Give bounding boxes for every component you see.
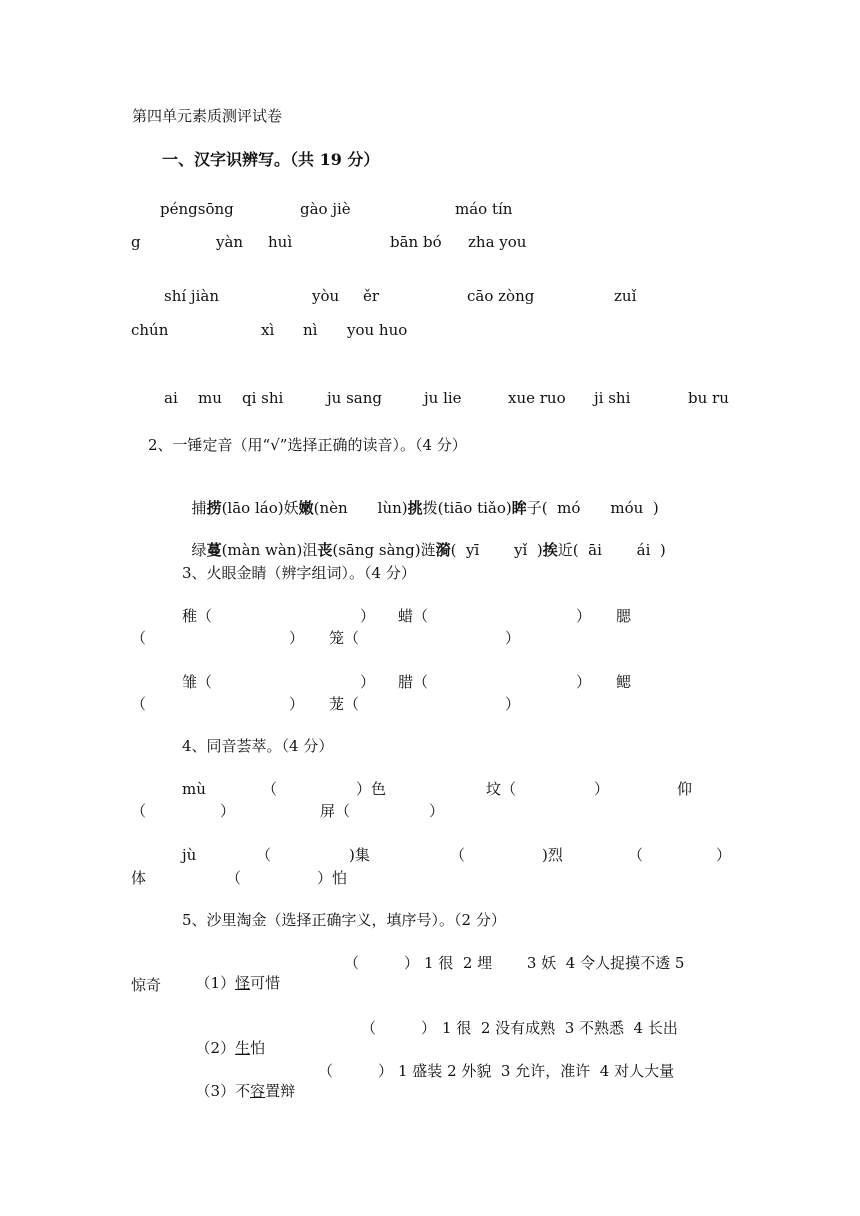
q5-item-3 <box>186 1061 295 1101</box>
pinyin-word: péngsōng <box>160 200 234 218</box>
q4-text: )烈 <box>542 846 563 864</box>
target-char: 嫩 <box>298 499 314 517</box>
q4-text: ）色 <box>356 780 387 798</box>
q3-text: 腮 <box>616 607 632 625</box>
q4-text: 体 <box>131 869 147 887</box>
q4-text: ） <box>429 802 445 820</box>
q4-text: )集 <box>349 846 370 864</box>
answer-blank[interactable]: （ ） <box>344 954 420 972</box>
q3-text: ） <box>576 673 592 691</box>
q4-text: 屏（ <box>320 802 351 820</box>
target-char: 蔓 <box>206 541 222 559</box>
meaning-options: 1 很 2 埋 3 妖 4 令人捉摸不透 5 <box>424 954 685 972</box>
item-number: （1） <box>195 974 236 992</box>
pinyin-word: xue ruo <box>508 389 566 407</box>
text-run: (màn wàn)沮 <box>221 541 318 559</box>
q4-text: ） <box>594 780 610 798</box>
question-2-line-2 <box>182 520 666 560</box>
text-run: (lāo láo)妖 <box>221 499 299 517</box>
q4-text: ） <box>716 846 732 864</box>
q4-text: ） <box>220 802 236 820</box>
pinyin-word: cāo zòng <box>467 287 535 305</box>
pinyin-word: ěr <box>363 287 380 305</box>
question-2-line-1 <box>182 478 659 518</box>
text-run: 近( āi ái ) <box>557 541 666 559</box>
pinyin-word: nì <box>303 321 318 339</box>
pinyin-word: mu <box>198 389 222 407</box>
pinyin-word: ju lie <box>424 389 462 407</box>
q3-text: 蜡（ <box>398 607 429 625</box>
pinyin-word: you huo <box>347 321 408 339</box>
underlined-char: 怪 <box>235 974 251 992</box>
text-run: ( yī yǐ ) <box>450 541 543 559</box>
pinyin-word: xì <box>261 321 275 339</box>
q3-text: ） <box>360 673 376 691</box>
meaning-options-wrap: 惊奇 <box>131 976 162 994</box>
pinyin-word: yòu <box>312 287 340 305</box>
pinyin-word: huì <box>268 233 293 251</box>
answer-blank[interactable]: （ ） <box>361 1019 437 1037</box>
q3-text: 笼（ <box>329 629 360 647</box>
q3-text: 鳃 <box>616 673 632 691</box>
q3-text: 稚（ <box>182 607 213 625</box>
question-5-title: 5、沙里淘金（选择正确字义，填序号）。（2 分） <box>182 911 506 929</box>
doc-title: 第四单元素质测评试卷 <box>132 107 283 125</box>
pinyin-word: ji shi <box>594 389 631 407</box>
q3-text: （ <box>131 629 147 647</box>
pinyin-word: chún <box>131 321 169 339</box>
item-word: 怕 <box>250 1039 266 1057</box>
q3-text: 雏（ <box>182 673 213 691</box>
answer-blank[interactable]: （ ） <box>318 1062 394 1080</box>
target-char: 挑 <box>407 499 423 517</box>
pinyin-word: zuǐ <box>614 287 637 305</box>
text-run: (nèn lùn) <box>313 499 408 517</box>
question-2-title: 2、一锤定音（用“√”选择正确的读音）。（4 分） <box>148 436 467 454</box>
text-run: 捕 <box>191 499 207 517</box>
q4-text: jù <box>182 846 197 864</box>
meaning-options: 1 很 2 没有成熟 3 不熟悉 4 长出 <box>442 1019 678 1037</box>
q3-text: ） <box>576 607 592 625</box>
q4-text: 坟（ <box>486 780 517 798</box>
meaning-options: 1 盛装 2 外貌 3 允许，准许 4 对人大量 <box>398 1062 675 1080</box>
q3-text: 腊（ <box>398 673 429 691</box>
q3-text: ） <box>289 629 305 647</box>
pinyin-word: g <box>131 233 141 251</box>
q4-text: mù <box>182 780 206 798</box>
item-number: （3）不 <box>195 1082 251 1100</box>
q3-text: ） <box>505 695 521 713</box>
item-word: 置辩 <box>265 1082 296 1100</box>
pinyin-word: bān bó <box>390 233 442 251</box>
q3-text: ） <box>360 607 376 625</box>
text-run: 绿 <box>191 541 207 559</box>
q4-text: （ <box>450 846 466 864</box>
q3-text: （ <box>131 695 147 713</box>
question-4-title: 4、同音荟萃。（4 分） <box>182 737 334 755</box>
pinyin-word: bu ru <box>688 389 729 407</box>
item-word: 可惜 <box>250 974 281 992</box>
target-char: 挨 <box>542 541 558 559</box>
q3-text: 茏（ <box>329 695 360 713</box>
pinyin-word: shí jiàn <box>164 287 219 305</box>
q3-text: ） <box>505 629 521 647</box>
text-run: (sāng sàng)涟 <box>332 541 436 559</box>
target-char: 眸 <box>511 499 527 517</box>
q4-text: ）怕 <box>317 869 348 887</box>
target-char: 漪 <box>435 541 451 559</box>
question-3-title: 3、火眼金睛（辨字组词）。（4 分） <box>182 564 416 582</box>
q5-item-2 <box>186 1018 265 1058</box>
underlined-char: 容 <box>250 1082 266 1100</box>
target-char: 捞 <box>206 499 222 517</box>
section-1-title: 一、汉字识辨写。（共 19 分） <box>162 150 380 169</box>
q4-text: 仰 <box>677 780 693 798</box>
q4-text: （ <box>262 780 278 798</box>
q4-text: （ <box>131 802 147 820</box>
q4-text: （ <box>256 846 272 864</box>
q4-text: （ <box>226 869 242 887</box>
text-run: 子( mó móu ) <box>526 499 659 517</box>
item-number: （2） <box>195 1039 236 1057</box>
underlined-char: 生 <box>235 1039 251 1057</box>
pinyin-word: ai <box>164 389 178 407</box>
pinyin-word: yàn <box>216 233 244 251</box>
q4-text: （ <box>628 846 644 864</box>
pinyin-word: máo tín <box>455 200 513 218</box>
pinyin-word: qi shi <box>242 389 284 407</box>
text-run: 拨(tiāo tiǎo) <box>422 499 512 517</box>
pinyin-word: zha you <box>468 233 527 251</box>
pinyin-word: ju sang <box>327 389 382 407</box>
q3-text: ） <box>289 695 305 713</box>
target-char: 丧 <box>317 541 333 559</box>
q5-item-1 <box>186 953 280 993</box>
pinyin-word: gào jiè <box>300 200 351 218</box>
